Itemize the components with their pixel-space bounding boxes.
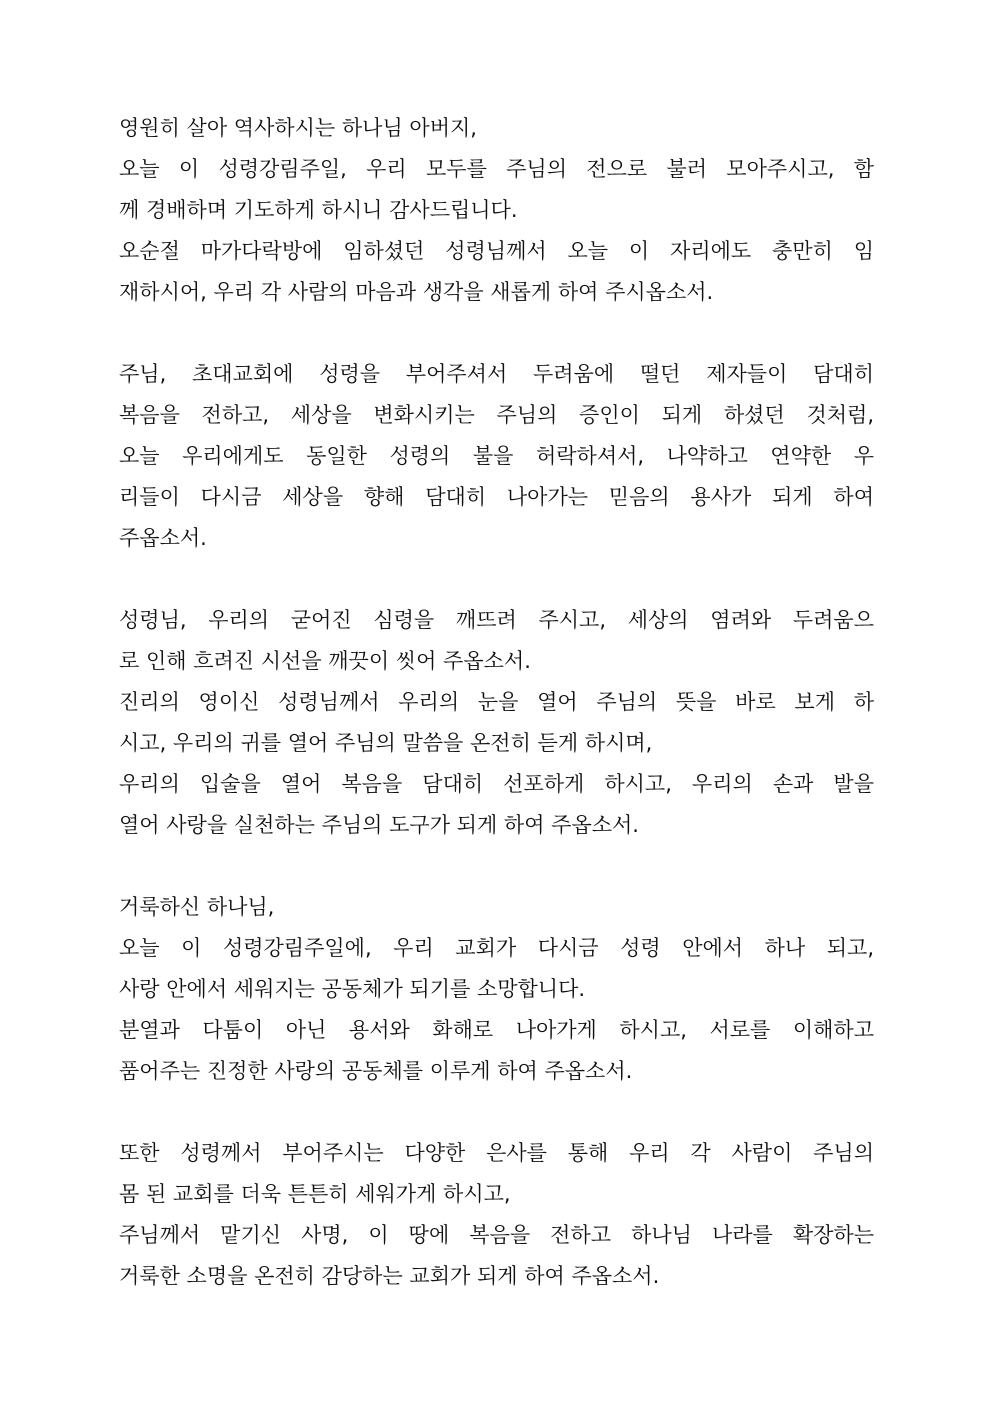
text-line: 리들이 다시금 세상을 향해 담대히 나아가는 믿음의 용사가 되게 하여 <box>119 485 874 509</box>
text-line: 주님, 초대교회에 성령을 부어주셔서 두려움에 떨던 제자들이 담대히 <box>119 362 874 386</box>
text-line: 시고, 우리의 귀를 열어 주님의 말씀을 온전히 듣게 하시며, <box>119 731 653 755</box>
paragraph-2 <box>119 354 874 559</box>
paragraph-5 <box>119 1133 874 1297</box>
paragraph-3 <box>119 600 874 846</box>
text-line: 재하시어, 우리 각 사람의 마음과 생각을 새롭게 하여 주시옵소서. <box>119 280 714 304</box>
text-line: 사랑 안에서 세워지는 공동체가 되기를 소망합니다. <box>119 977 586 1001</box>
text-line: 오늘 우리에게도 동일한 성령의 불을 허락하셔서, 나약하고 연약한 우 <box>119 444 874 468</box>
paragraph-4 <box>119 887 874 1092</box>
text-line: 열어 사랑을 실천하는 주님의 도구가 되게 하여 주옵소서. <box>119 813 639 837</box>
text-line: 진리의 영이신 성령님께서 우리의 눈을 열어 주님의 뜻을 바로 보게 하 <box>119 690 874 714</box>
text-line: 오순절 마가다락방에 임하셨던 성령님께서 오늘 이 자리에도 충만히 임 <box>119 239 874 263</box>
text-line: 께 경배하며 기도하게 하시니 감사드립니다. <box>119 198 518 222</box>
text-line: 오늘 이 성령강림주일에, 우리 교회가 다시금 성령 안에서 하나 되고, <box>119 936 874 960</box>
text-line: 성령님, 우리의 굳어진 심령을 깨뜨려 주시고, 세상의 염려와 두려움으 <box>119 608 874 632</box>
text-line: 분열과 다툼이 아닌 용서와 화해로 나아가게 하시고, 서로를 이해하고 <box>119 1018 874 1042</box>
text-line: 주옵소서. <box>119 526 207 550</box>
text-line: 거룩한 소명을 온전히 감당하는 교회가 되게 하여 주옵소서. <box>119 1264 660 1288</box>
text-line: 우리의 입술을 열어 복음을 담대히 선포하게 하시고, 우리의 손과 발을 <box>119 772 874 796</box>
text-line: 품어주는 진정한 사랑의 공동체를 이루게 하여 주옵소서. <box>119 1059 633 1083</box>
text-line: 오늘 이 성령강림주일, 우리 모두를 주님의 전으로 불러 모아주시고, 함 <box>119 157 874 181</box>
paragraph-1 <box>119 108 874 313</box>
text-line: 또한 성령께서 부어주시는 다양한 은사를 통해 우리 각 사람이 주님의 <box>119 1141 874 1165</box>
prayer-text <box>119 108 874 1338</box>
text-line: 복음을 전하고, 세상을 변화시키는 주님의 증인이 되게 하셨던 것처럼, <box>119 403 874 427</box>
text-line: 영원히 살아 역사하시는 하나님 아버지, <box>119 116 477 140</box>
text-line: 몸 된 교회를 더욱 튼튼히 세워가게 하시고, <box>119 1182 511 1206</box>
text-line: 주님께서 맡기신 사명, 이 땅에 복음을 전하고 하나님 나라를 확장하는 <box>119 1223 874 1247</box>
text-line: 거룩하신 하나님, <box>119 895 275 919</box>
text-line: 로 인해 흐려진 시선을 깨끗이 씻어 주옵소서. <box>119 649 531 673</box>
